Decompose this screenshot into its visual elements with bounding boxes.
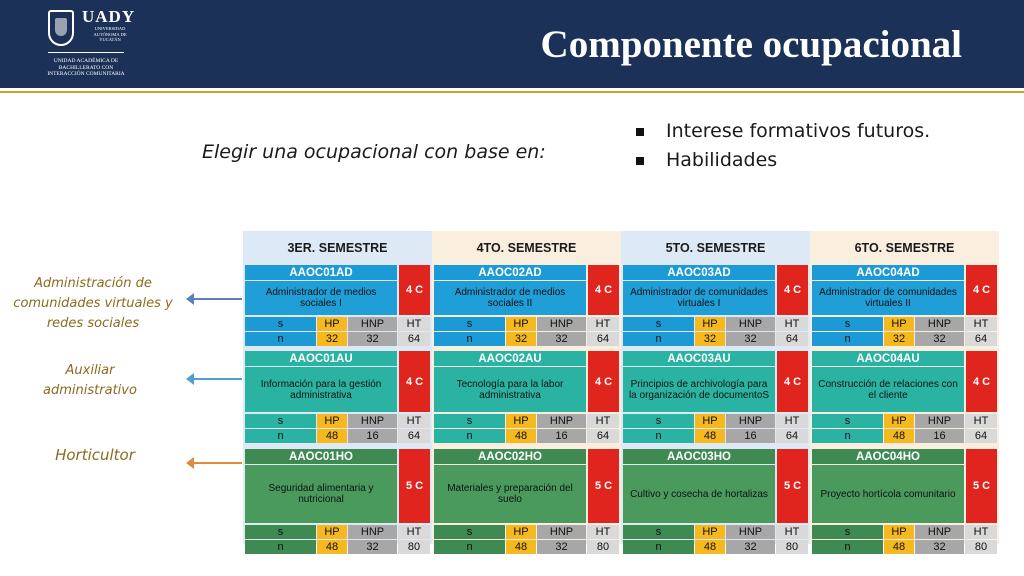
hours-value-ht: 64 xyxy=(398,332,430,346)
course-code: AAOC02AD xyxy=(434,265,586,280)
hours-header-hnp: HNP xyxy=(537,414,586,428)
hours-value-ht: 80 xyxy=(587,540,619,554)
hours-value-hp: 48 xyxy=(884,429,914,443)
hours-value-ht: 80 xyxy=(398,540,430,554)
hours-value-hnp: 32 xyxy=(726,332,775,346)
hours-header-row xyxy=(245,317,430,331)
hours-header-hnp: HNP xyxy=(348,414,397,428)
arrow-left-icon xyxy=(192,378,242,380)
hours-value-hnp: 32 xyxy=(537,332,586,346)
hours-value-hnp: 32 xyxy=(348,540,397,554)
hours-header-ht: HT xyxy=(776,317,808,331)
hours-value-hp: 48 xyxy=(317,540,347,554)
course-credits: 4 C xyxy=(588,351,619,412)
hours-value-ht: 64 xyxy=(965,429,997,443)
hours-value-ht: 64 xyxy=(965,332,997,346)
course-name: Administrador de medios sociales I xyxy=(245,281,397,315)
course-block xyxy=(810,265,999,347)
course-code: AAOC02AU xyxy=(434,351,586,366)
hours-value-n: n xyxy=(812,332,883,346)
course-code: AAOC01AD xyxy=(245,265,397,280)
course-credits: 5 C xyxy=(966,449,997,523)
course-block xyxy=(810,449,999,555)
logo-divider xyxy=(48,52,124,53)
logo-name: UADY xyxy=(82,7,136,26)
course-name: Información para la gestión administrativa xyxy=(245,367,397,412)
hours-values-row xyxy=(812,332,997,346)
hours-header-s: s xyxy=(623,414,694,428)
criteria-list xyxy=(632,117,932,175)
course-name: Administrador de comunidades virtuales II xyxy=(812,281,964,315)
hours-value-hp: 48 xyxy=(506,429,536,443)
hours-header-hp: HP xyxy=(506,414,536,428)
hours-values-row xyxy=(434,540,619,554)
hours-values-row xyxy=(245,332,430,346)
hours-header-s: s xyxy=(623,317,694,331)
hours-value-hnp: 32 xyxy=(348,332,397,346)
hours-header-hnp: HNP xyxy=(915,525,964,539)
semester-title: 3ER. SEMESTRE xyxy=(287,241,388,255)
course-credits: 4 C xyxy=(399,351,430,412)
course-name: Proyecto hortícola comunitario xyxy=(812,465,964,523)
hours-header-hnp: HNP xyxy=(726,414,775,428)
course-name: Administrador de medios sociales II xyxy=(434,281,586,315)
hours-values-row xyxy=(812,429,997,443)
course-credits: 5 C xyxy=(588,449,619,523)
hours-header-hp: HP xyxy=(695,525,725,539)
hours-value-n: n xyxy=(245,429,316,443)
course-name: Administrador de comunidades virtuales I xyxy=(623,281,775,315)
hours-header-ht: HT xyxy=(965,414,997,428)
course-block xyxy=(243,351,432,444)
hours-value-n: n xyxy=(623,540,694,554)
hours-value-hnp: 32 xyxy=(537,540,586,554)
hours-header-row xyxy=(434,525,619,539)
hours-value-hp: 32 xyxy=(506,332,536,346)
arrow-left-icon xyxy=(192,298,242,300)
hours-header-ht: HT xyxy=(776,525,808,539)
page-title: Componente ocupacional xyxy=(540,23,962,66)
course-credits: 5 C xyxy=(777,449,808,523)
hours-header-row xyxy=(245,525,430,539)
hours-header-row xyxy=(434,317,619,331)
hours-values-row xyxy=(245,429,430,443)
hours-header-hp: HP xyxy=(695,317,725,331)
course-code: AAOC01AU xyxy=(245,351,397,366)
criteria-item: Interese formativos futuros. xyxy=(632,117,932,146)
course-block xyxy=(432,449,621,555)
course-credits: 4 C xyxy=(966,265,997,315)
hours-header-row xyxy=(623,317,808,331)
course-name: Construcción de relaciones con el cliente xyxy=(812,367,964,412)
hours-header-ht: HT xyxy=(965,525,997,539)
hours-value-ht: 64 xyxy=(398,429,430,443)
header-accent-line xyxy=(0,91,1024,93)
hours-value-ht: 64 xyxy=(587,332,619,346)
course-name: Materiales y preparación del suelo xyxy=(434,465,586,523)
course-code: AAOC03HO xyxy=(623,449,775,464)
course-block xyxy=(243,265,432,347)
hours-header-hnp: HNP xyxy=(915,317,964,331)
hours-value-hp: 48 xyxy=(695,429,725,443)
hours-header-s: s xyxy=(812,525,883,539)
hours-header-ht: HT xyxy=(398,525,430,539)
semester-column xyxy=(243,231,432,553)
course-code: AAOC02HO xyxy=(434,449,586,464)
hours-header-row xyxy=(812,317,997,331)
hours-value-ht: 64 xyxy=(776,429,808,443)
course-name: Principios de archivología para la organización de documentoS xyxy=(623,367,775,412)
hours-value-hp: 32 xyxy=(884,332,914,346)
hours-value-hnp: 16 xyxy=(348,429,397,443)
hours-values-row xyxy=(245,540,430,554)
hours-value-n: n xyxy=(245,332,316,346)
hours-header-hp: HP xyxy=(506,317,536,331)
course-block xyxy=(243,449,432,555)
hours-header-s: s xyxy=(434,414,505,428)
hours-header-ht: HT xyxy=(965,317,997,331)
hours-header-s: s xyxy=(434,317,505,331)
track-label-admin-assistant: Auxiliar administrativo xyxy=(43,363,137,398)
hours-value-n: n xyxy=(434,332,505,346)
hours-header-s: s xyxy=(812,414,883,428)
course-credits: 4 C xyxy=(966,351,997,412)
hours-header-s: s xyxy=(434,525,505,539)
hours-value-ht: 64 xyxy=(587,429,619,443)
course-code: AAOC03AU xyxy=(623,351,775,366)
hours-header-s: s xyxy=(812,317,883,331)
curriculum-table xyxy=(243,231,1000,553)
course-code: AAOC01HO xyxy=(245,449,397,464)
course-credits: 5 C xyxy=(399,449,430,523)
semester-column xyxy=(621,231,810,553)
hours-value-ht: 80 xyxy=(965,540,997,554)
shield-icon xyxy=(48,10,74,46)
hours-value-hp: 32 xyxy=(317,332,347,346)
semester-title: 6TO. SEMESTRE xyxy=(854,241,955,255)
arrow-left-icon xyxy=(192,462,242,464)
hours-value-n: n xyxy=(623,332,694,346)
course-name: Tecnología para la labor administrativa xyxy=(434,367,586,412)
hours-value-hnp: 32 xyxy=(726,540,775,554)
course-block xyxy=(621,265,810,347)
hours-header-row xyxy=(434,414,619,428)
hours-value-hnp: 16 xyxy=(537,429,586,443)
hours-header-ht: HT xyxy=(587,317,619,331)
hours-header-row xyxy=(623,525,808,539)
hours-values-row xyxy=(623,540,808,554)
hours-value-hnp: 16 xyxy=(915,429,964,443)
hours-value-ht: 80 xyxy=(776,540,808,554)
course-credits: 4 C xyxy=(399,265,430,315)
hours-values-row xyxy=(812,540,997,554)
hours-values-row xyxy=(623,332,808,346)
selection-prompt: Elegir una ocupacional con base en: xyxy=(202,141,546,163)
hours-header-ht: HT xyxy=(398,317,430,331)
course-name: Cultivo y cosecha de hortalizas xyxy=(623,465,775,523)
hours-header-hp: HP xyxy=(695,414,725,428)
logo-unit: UNIDAD ACADÉMICA DE BACHILLERATO CON INTERACCIÓN COMUNITARIA xyxy=(47,58,125,77)
hours-header-hp: HP xyxy=(317,525,347,539)
hours-header-hnp: HNP xyxy=(726,525,775,539)
hours-header-s: s xyxy=(245,317,316,331)
course-credits: 4 C xyxy=(588,265,619,315)
hours-value-hnp: 32 xyxy=(915,332,964,346)
hours-header-ht: HT xyxy=(776,414,808,428)
hours-value-hnp: 16 xyxy=(726,429,775,443)
hours-header-hp: HP xyxy=(317,317,347,331)
course-code: AAOC04HO xyxy=(812,449,964,464)
hours-value-hp: 32 xyxy=(695,332,725,346)
hours-header-hnp: HNP xyxy=(537,317,586,331)
hours-value-hp: 48 xyxy=(695,540,725,554)
track-label-horticulturist: Horticultor xyxy=(55,446,135,464)
hours-value-n: n xyxy=(812,540,883,554)
hours-header-ht: HT xyxy=(587,525,619,539)
hours-value-n: n xyxy=(434,429,505,443)
hours-header-hp: HP xyxy=(884,414,914,428)
hours-header-s: s xyxy=(623,525,694,539)
hours-header-row xyxy=(623,414,808,428)
hours-values-row xyxy=(434,429,619,443)
course-name: Seguridad alimentaria y nutricional xyxy=(245,465,397,523)
hours-header-ht: HT xyxy=(398,414,430,428)
hours-values-row xyxy=(623,429,808,443)
hours-header-row xyxy=(245,414,430,428)
semester-column xyxy=(810,231,999,553)
hours-header-hp: HP xyxy=(317,414,347,428)
hours-header-row xyxy=(812,414,997,428)
hours-value-hp: 48 xyxy=(884,540,914,554)
course-block xyxy=(810,351,999,444)
hours-header-hnp: HNP xyxy=(348,525,397,539)
hours-value-hp: 48 xyxy=(317,429,347,443)
course-block xyxy=(621,351,810,444)
track-label-community-admin: Administración de comunidades virtuales y redes sociales xyxy=(13,276,173,331)
semester-title: 4TO. SEMESTRE xyxy=(476,241,577,255)
criteria-item: Habilidades xyxy=(632,146,932,175)
semester-column xyxy=(432,231,621,553)
course-code: AAOC04AD xyxy=(812,265,964,280)
hours-value-n: n xyxy=(623,429,694,443)
hours-value-n: n xyxy=(812,429,883,443)
course-block xyxy=(621,449,810,555)
hours-header-hnp: HNP xyxy=(348,317,397,331)
hours-header-hnp: HNP xyxy=(915,414,964,428)
course-code: AAOC03AD xyxy=(623,265,775,280)
hours-value-hp: 48 xyxy=(506,540,536,554)
logo-university: UNIVERSIDAD AUTÓNOMA DE YUCATÁN xyxy=(93,26,127,42)
course-block xyxy=(432,351,621,444)
hours-header-hp: HP xyxy=(884,317,914,331)
hours-header-hp: HP xyxy=(884,525,914,539)
hours-value-n: n xyxy=(434,540,505,554)
hours-header-ht: HT xyxy=(587,414,619,428)
course-credits: 4 C xyxy=(777,265,808,315)
hours-header-hnp: HNP xyxy=(726,317,775,331)
hours-values-row xyxy=(434,332,619,346)
hours-header-s: s xyxy=(245,525,316,539)
hours-value-n: n xyxy=(245,540,316,554)
course-code: AAOC04AU xyxy=(812,351,964,366)
hours-value-ht: 64 xyxy=(776,332,808,346)
hours-header-s: s xyxy=(245,414,316,428)
semester-title: 5TO. SEMESTRE xyxy=(665,241,766,255)
hours-header-hp: HP xyxy=(506,525,536,539)
hours-header-hnp: HNP xyxy=(537,525,586,539)
course-credits: 4 C xyxy=(777,351,808,412)
hours-value-hnp: 32 xyxy=(915,540,964,554)
hours-header-row xyxy=(812,525,997,539)
course-block xyxy=(432,265,621,347)
